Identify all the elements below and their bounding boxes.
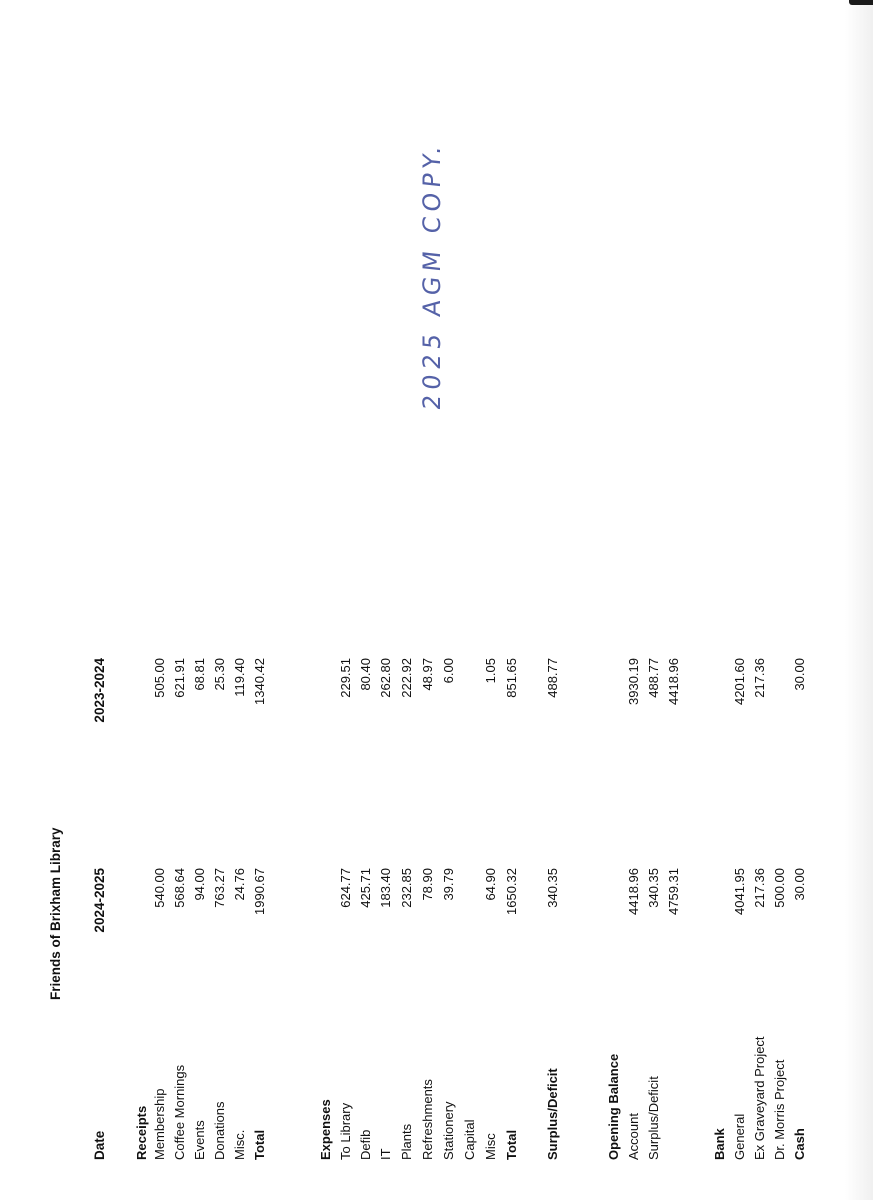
bank-heading: Bank [712, 1128, 727, 1160]
receipt-value: 621.91 [172, 658, 187, 698]
expense-label: Plants [399, 1123, 414, 1160]
bank-label: Dr. Morris Project [772, 1059, 787, 1160]
expense-label: Refreshments [420, 1079, 435, 1160]
receipts-total-label: Total [252, 1129, 267, 1160]
col-2023-2024 [0, 658, 873, 723]
expense-value: 232.85 [399, 868, 414, 908]
opening-label: Surplus/Deficit [646, 1076, 661, 1160]
expense-label: To Library [338, 1102, 353, 1160]
expense-label: Stationery [441, 1101, 456, 1160]
receipt-label: Coffee Mornings [172, 1064, 187, 1160]
expense-label: Defib [358, 1129, 373, 1160]
receipt-value: 24.76 [232, 868, 247, 901]
expense-value: 262.80 [378, 658, 393, 698]
bank-cash-label: Cash [792, 1128, 807, 1160]
expense-value: 64.90 [483, 868, 498, 901]
bank-value: 500.00 [772, 868, 787, 908]
opening-heading: Opening Balance [606, 1053, 621, 1160]
receipt-label: Events [192, 1120, 207, 1160]
receipt-value: 540.00 [152, 868, 167, 908]
bank-value: 4201.60 [732, 658, 747, 705]
expenses-total-value: 851.65 [504, 658, 519, 698]
receipt-value: 68.81 [192, 658, 207, 691]
receipt-value: 505.00 [152, 658, 167, 698]
expense-value: 39.79 [441, 868, 456, 901]
expense-value: 229.51 [338, 658, 353, 698]
surplus-label: Surplus/Deficit [545, 1068, 560, 1160]
bank-label: Ex Graveyard Project [752, 1036, 767, 1160]
expense-value: 48.97 [420, 658, 435, 691]
receipt-value: 94.00 [192, 868, 207, 901]
opening-total-value: 4418.96 [666, 658, 681, 705]
expense-label: IT [378, 1148, 393, 1160]
opening-total-value: 4759.31 [666, 868, 681, 915]
expense-value: 1.05 [483, 658, 498, 684]
bank-label: General [732, 1113, 747, 1160]
document-title: Friends of Brixham Library [48, 827, 63, 1000]
receipt-value: 25.30 [212, 658, 227, 691]
expense-value: 425.71 [358, 868, 373, 908]
bank-value: 217.36 [752, 658, 767, 698]
receipts-total-value: 1990.67 [252, 868, 267, 915]
opening-value: 4418.96 [626, 868, 641, 915]
receipt-label: Membership [152, 1088, 167, 1160]
receipt-label: Donations [212, 1101, 227, 1160]
surplus-value: 488.77 [545, 658, 560, 698]
receipts-total-value: 1340.42 [252, 658, 267, 705]
receipt-value: 568.64 [172, 868, 187, 908]
expense-value: 80.40 [358, 658, 373, 691]
expenses-total-value: 1650.32 [504, 868, 519, 915]
expenses-total-label: Total [504, 1129, 519, 1160]
receipt-label: Misc. [232, 1129, 247, 1160]
expenses-heading: Expenses [318, 1099, 333, 1160]
expense-label: Capital [462, 1119, 477, 1160]
expense-value: 6.00 [441, 658, 456, 684]
col-2024-2025 [0, 868, 873, 933]
bank-value: 4041.95 [732, 868, 747, 915]
receipt-value: 119.40 [232, 658, 247, 697]
receipts-heading: Receipts [134, 1105, 149, 1160]
col1-header: 2024-2025 [92, 868, 107, 933]
expense-value: 183.40 [378, 868, 393, 908]
date-header: Date [92, 1130, 107, 1160]
labels-column [0, 1010, 873, 1160]
handwritten-annotation: 2025 AGM COPY. [418, 139, 446, 412]
surplus-value: 340.35 [545, 868, 560, 908]
bank-value: 30.00 [792, 868, 807, 901]
receipt-value: 763.27 [212, 868, 227, 908]
expense-value: 624.77 [338, 868, 353, 908]
bank-value: 217.36 [752, 868, 767, 908]
bank-value: 30.00 [792, 658, 807, 691]
opening-label: Account [626, 1113, 641, 1160]
expense-value: 222.92 [399, 658, 414, 698]
col2-header: 2023-2024 [92, 658, 107, 723]
expense-label: Misc [483, 1133, 498, 1160]
opening-value: 340.35 [646, 868, 661, 908]
opening-value: 488.77 [646, 658, 661, 698]
opening-value: 3930.19 [626, 658, 641, 705]
expense-value: 78.90 [420, 868, 435, 901]
